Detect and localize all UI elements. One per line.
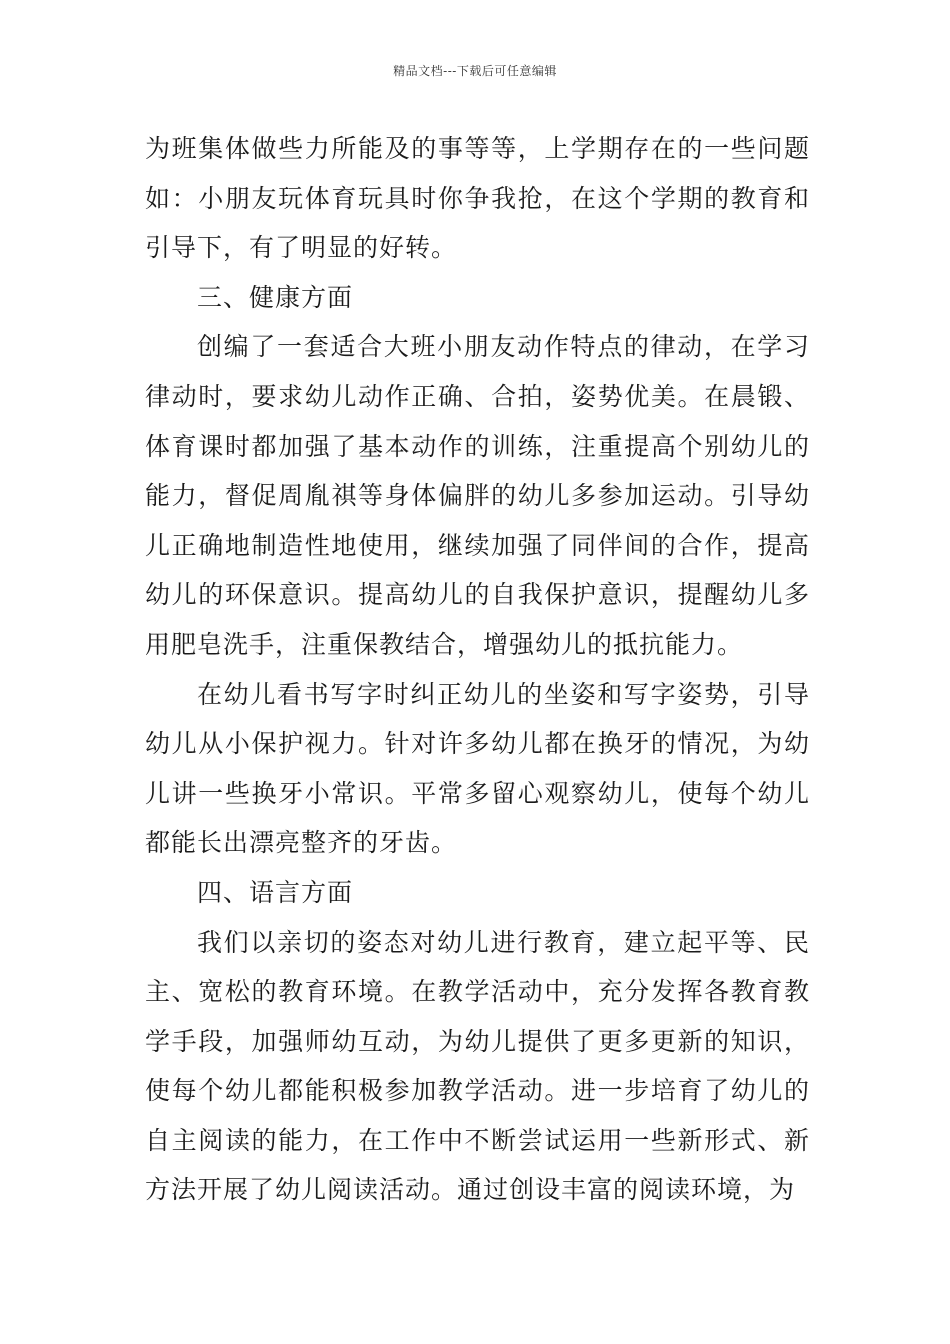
paragraph-language-1: 我们以亲切的姿态对幼儿进行教育，建立起平等、民主、宽松的教育环境。在教学活动中，充分发挥各教育教学手段，加强师幼互动，为幼儿提供了更多更新的知识，使每个幼儿都能积极参加教学活动。进一步培育了幼儿的自主阅读的能力，在工作中不断尝试运用一些新形式、新方法开展了幼儿阅读活动。通过创设丰富的阅读环境，为 xyxy=(145,927,810,1205)
paragraph-continuation: 为班集体做些力所能及的事等等，上学期存在的一些问题如：小朋友玩体育玩具时你争我抢，在这个学期的教育和引导下，有了明显的好转。 xyxy=(145,134,810,263)
document-body xyxy=(145,124,810,1215)
section-heading-language: 四、语言方面 xyxy=(197,877,354,907)
paragraph-health-2: 在幼儿看书写字时纠正幼儿的坐姿和写字姿势，引导幼儿从小保护视力。针对许多幼儿都在换牙的情况，为幼儿讲一些换牙小常识。平常多留心观察幼儿，使每个幼儿都能长出漂亮整齐的牙齿。 xyxy=(145,679,810,858)
page-header: 精品文档---下载后可任意编辑 xyxy=(393,64,557,78)
section-heading-health: 三、健康方面 xyxy=(197,282,354,312)
paragraph-health-1: 创编了一套适合大班小朋友动作特点的律动，在学习律动时，要求幼儿动作正确、合拍，姿势优美。在晨锻、体育课时都加强了基本动作的训练，注重提高个别幼儿的能力，督促周胤祺等身体偏胖的幼儿多参加运动。引导幼儿正确地制造性地使用，继续加强了同伴间的合作，提高幼儿的环保意识。提高幼儿的自我保护意识，提醒幼儿多用肥皂洗手，注重保教结合，增强幼儿的抵抗能力。 xyxy=(145,332,810,659)
